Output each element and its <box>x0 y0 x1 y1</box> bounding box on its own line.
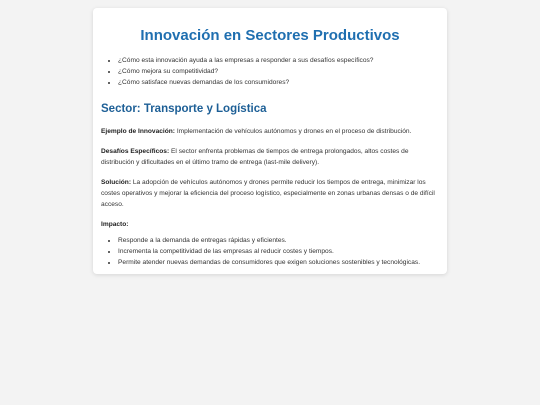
challenges-text: El sector enfrenta problemas de tiempos de entrega prolongados, altos costes de distribución y dificultades en el último tramo de entrega (last-mile delivery). <box>101 148 409 166</box>
impact-label: Impacto: <box>101 221 129 228</box>
example-paragraph <box>101 126 439 137</box>
list-item: • Incrementa la competitividad de las empresas al reducir costes y tiempos. <box>118 246 439 257</box>
sector-title: Sector: Transporte y Logística <box>101 103 267 115</box>
example-text: Implementación de vehículos autónomos y drones en el proceso de distribución. <box>175 128 412 135</box>
list-item: • ¿Cómo satisface nuevas demandas de los consumidores? <box>118 77 439 88</box>
challenges-label: Desafíos Específicos: <box>101 148 170 155</box>
solution-label: Solución: <box>101 179 132 186</box>
impact-list <box>101 235 439 268</box>
example-label: Ejemplo de Innovación: <box>101 128 176 135</box>
solution-paragraph <box>101 177 439 210</box>
content-card <box>93 8 447 274</box>
challenges-paragraph <box>101 146 439 168</box>
solution-text: La adopción de vehículos autónomos y drones permite reducir los tiempos de entrega, minimizar los costes operativos y mejorar la eficiencia del proceso logístico, especialmente en zonas urbanas densas o de difícil acceso. <box>101 179 435 208</box>
list-item: • ¿Cómo mejora su competitividad? <box>118 66 439 77</box>
impact-heading <box>101 219 439 230</box>
list-item: • Responde a la demanda de entregas rápidas y eficientes. <box>118 235 439 246</box>
list-item: • Permite atender nuevas demandas de consumidores que exigen soluciones sostenibles y tecnológicas. <box>118 257 439 268</box>
intro-questions-list <box>101 55 439 88</box>
list-item: • ¿Cómo esta innovación ayuda a las empresas a responder a sus desafíos específicos? <box>118 55 439 66</box>
page-title: Innovación en Sectores Productivos <box>140 27 400 44</box>
